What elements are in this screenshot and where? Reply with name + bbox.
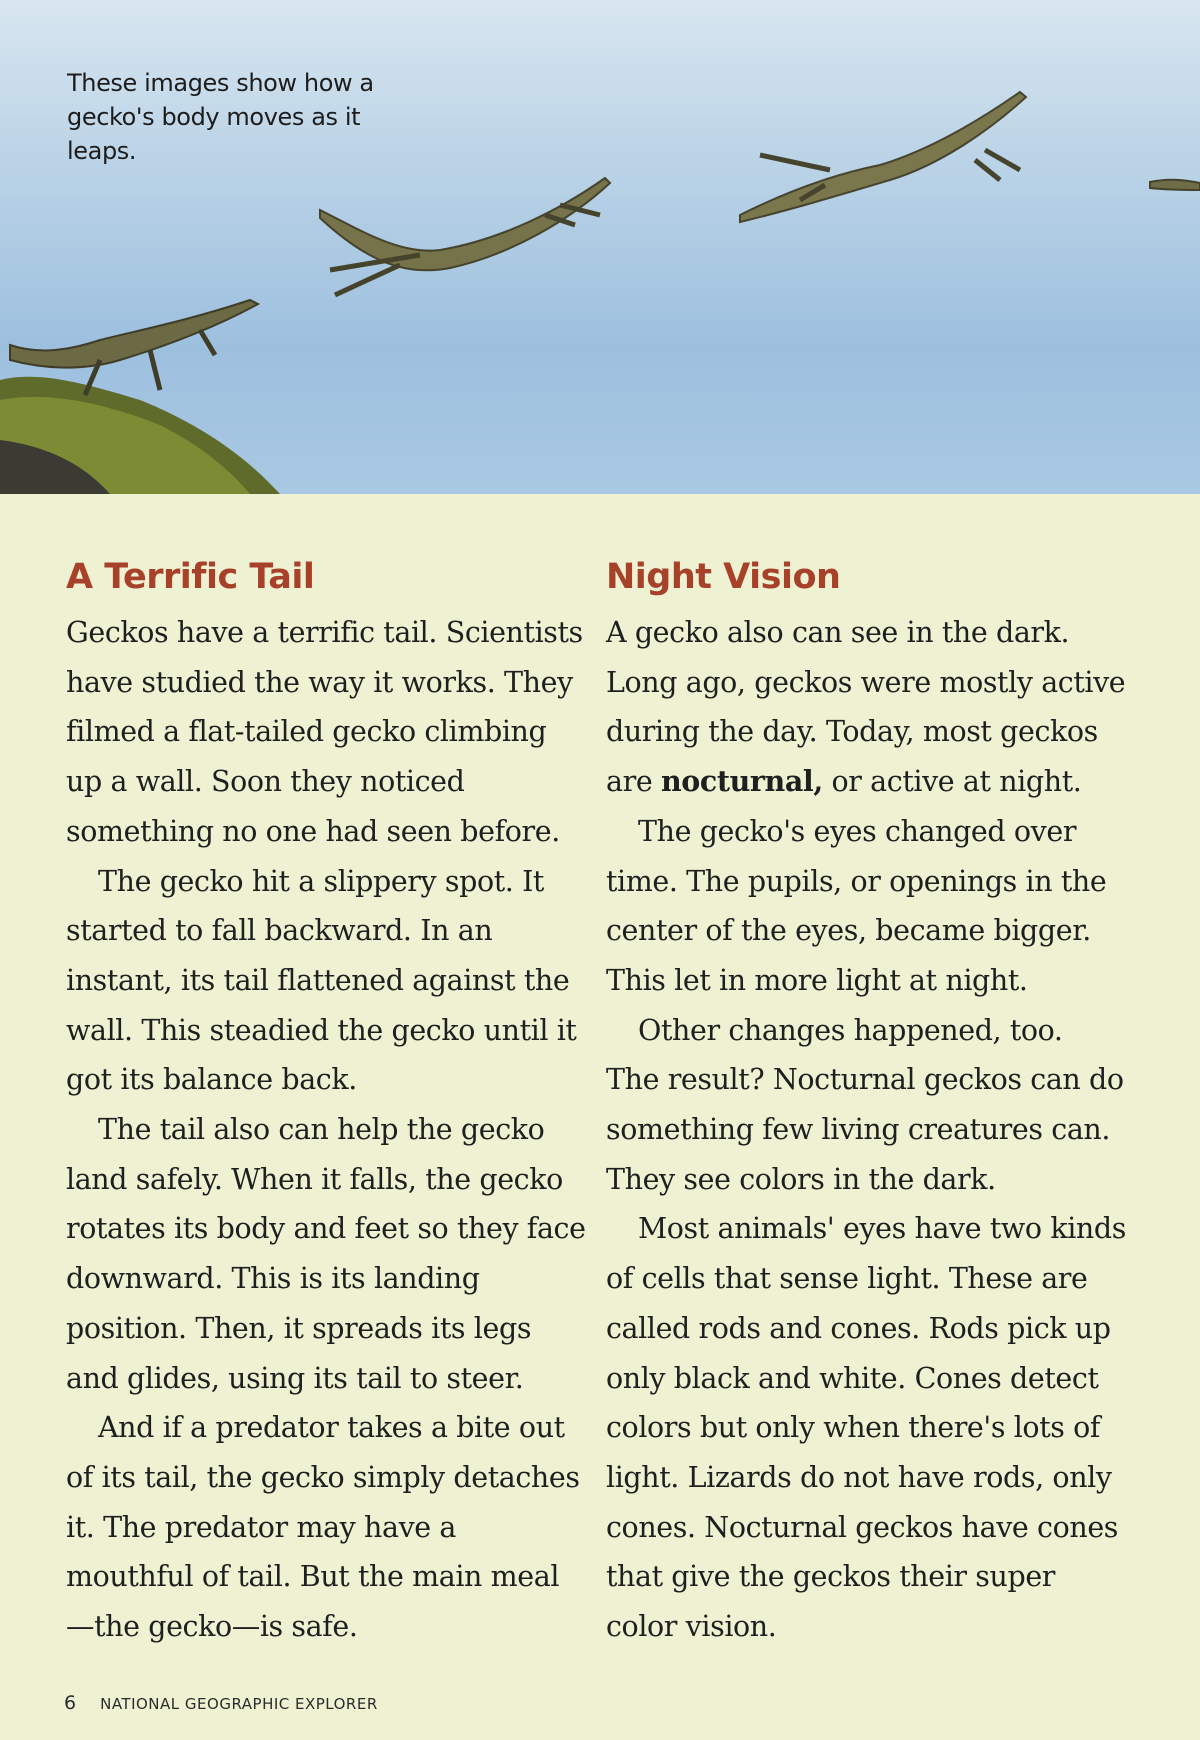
- paragraph: Other changes happened, too.: [638, 1013, 1063, 1047]
- publication-name: NATIONAL GEOGRAPHIC EXPLORER: [100, 1695, 378, 1713]
- paragraph: [606, 608, 1126, 807]
- night-vision-section: [606, 550, 1126, 1652]
- section-heading: A Terrific Tail: [66, 557, 315, 597]
- paragraph: The gecko's eyes changed over time. The pupils, or openings in the center of the eyes, became bigger. This let in more light at night.: [606, 814, 1107, 997]
- paragraph: The gecko hit a slippery spot. It started to fall backward. In an instant, its tail flattened against the wall. This steadied the gecko until it got its balance back.: [66, 864, 577, 1097]
- paragraph: And if a predator takes a bite out of its tail, the gecko simply detaches it. The predator may have a mouthful of tail. But the main meal—the gecko—is safe.: [66, 1411, 580, 1644]
- vocabulary-term: nocturnal,: [660, 764, 823, 799]
- page-footer: [64, 1692, 378, 1714]
- paragraph-text: or active at night.: [822, 765, 1082, 799]
- paragraph: The result? Nocturnal geckos can do something few living creatures can. They see colors in the dark.: [606, 1063, 1124, 1196]
- paragraph-text: A gecko also can see in the dark. Long ago, geckos were mostly active during the day. Today, most geckos are: [606, 616, 1126, 799]
- paragraph: Most animals' eyes have two kinds of cells that sense light. These are called rods and cones. Rods pick up only black and white. Cones detect colors but only when there's lots of light. Lizards do not have rods, only cones. Nocturnal geckos have cones that give the geckos their super color vision.: [606, 1212, 1126, 1644]
- paragraph: The tail also can help the gecko land safely. When it falls, the gecko rotates its body and feet so they face downward. This is its landing position. Then, it spreads its legs and glides, using its tail to steer.: [66, 1113, 586, 1395]
- section-heading: Night Vision: [606, 557, 841, 597]
- terrific-tail-section: [66, 550, 586, 1652]
- paragraph: Geckos have a terrific tail. Scientists have studied the way it works. They filmed a flat-tailed gecko climbing up a wall. Soon they noticed something no one had seen before.: [66, 616, 583, 848]
- photo-caption: These images show how a gecko's body moves as it leaps.: [67, 69, 374, 165]
- gecko-leap-photo: [0, 0, 1200, 494]
- page-number: 6: [64, 1692, 77, 1714]
